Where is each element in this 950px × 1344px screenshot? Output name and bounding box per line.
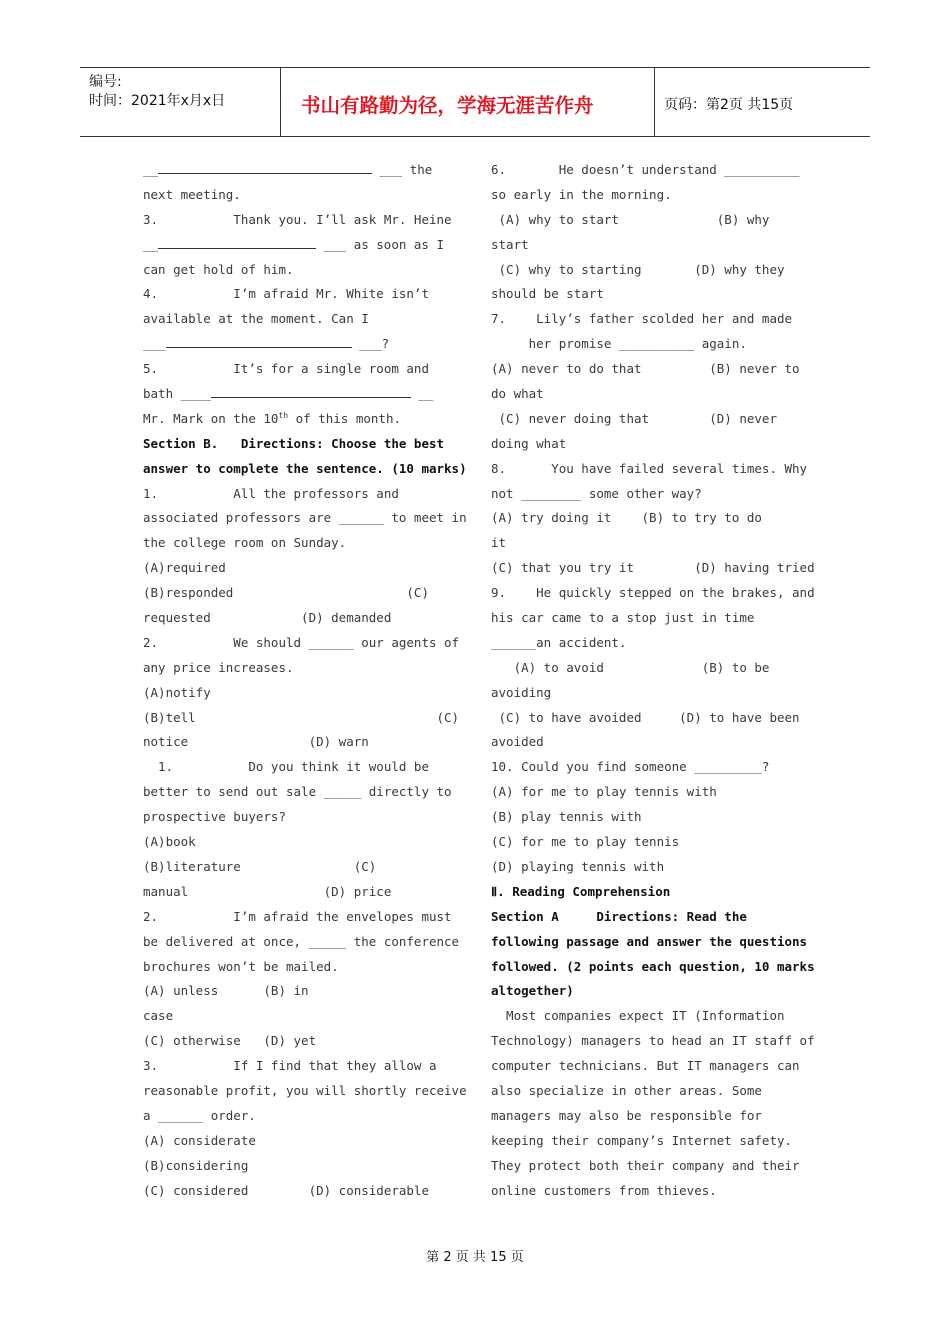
text-line [491, 805, 806, 830]
text-line [143, 880, 458, 905]
line-text: 9. He quickly stepped on the brakes, and [491, 585, 815, 601]
text-line [491, 1079, 806, 1104]
text-line [491, 506, 806, 531]
page-number-label: 页码：第2页 共15页 [664, 97, 794, 113]
header-motto: 书山有路勤为径，学海无涯苦作舟 [301, 94, 594, 117]
line-text: Most companies expect IT (Information [491, 1008, 785, 1024]
line-text: a ______ order. [143, 1107, 256, 1123]
text-line [491, 1054, 806, 1079]
line-text: requested (D) demanded [143, 610, 392, 626]
text-line [143, 681, 458, 706]
text-line [491, 930, 806, 955]
line-text: (C) for me to play tennis [491, 834, 680, 850]
text-line [491, 158, 806, 183]
line-text: managers may also be responsible for [491, 1107, 762, 1123]
text-line [143, 1054, 458, 1079]
text-line [491, 332, 806, 357]
text-line [491, 755, 806, 780]
line-text: Technology) managers to head an IT staff of [491, 1033, 815, 1049]
line-text-prefix: __ [143, 236, 159, 252]
text-line [143, 1154, 458, 1179]
text-line [491, 855, 806, 880]
line-text: it [491, 535, 507, 551]
text-line [491, 432, 806, 457]
line-text-prefix: bath ____ [143, 386, 211, 402]
line-text: followed. (2 points each question, 10 marks [491, 958, 815, 974]
text-line [143, 955, 458, 980]
text-line [143, 830, 458, 855]
line-text: so early in the morning. [491, 186, 672, 202]
line-text: Section B. Directions: Choose the best [143, 435, 445, 451]
header-meta [80, 68, 281, 136]
text-line [491, 482, 806, 507]
text-line [491, 457, 806, 482]
text-line [143, 307, 458, 332]
text-line [143, 282, 458, 307]
text-line [143, 233, 458, 258]
text-line [143, 158, 458, 183]
line-text: 2. We should ______ our agents of [143, 634, 460, 650]
line-text: (C) why to starting (D) why they [491, 261, 785, 277]
text-line [143, 457, 467, 482]
text-line [491, 880, 806, 905]
text-line [491, 730, 806, 755]
text-line [143, 631, 458, 656]
text-line [491, 1104, 806, 1129]
text-line [143, 1079, 467, 1104]
line-text: 1. All the professors and [143, 485, 399, 501]
line-text: can get hold of him. [143, 261, 294, 277]
text-line [491, 1029, 815, 1054]
text-line [143, 656, 458, 681]
line-text: keeping their company’s Internet safety. [491, 1132, 793, 1148]
left-column [143, 158, 467, 1203]
text-line [143, 1179, 458, 1204]
line-text: (B)responded (C) [143, 585, 429, 601]
text-line [143, 432, 458, 457]
line-text: better to send out sale _____ directly to [143, 784, 452, 800]
line-text: the college room on Sunday. [143, 535, 347, 551]
text-line [143, 730, 458, 755]
line-text: following passage and answer the questions [491, 933, 808, 949]
text-line [143, 780, 458, 805]
line-text: should be start [491, 286, 604, 302]
line-text: (B)considering [143, 1157, 249, 1173]
text-line [491, 706, 806, 731]
line-text: They protect both their company and their [491, 1157, 800, 1173]
text-line [491, 183, 806, 208]
line-text: computer technicians. But IT managers can [491, 1058, 800, 1074]
text-line [143, 332, 458, 357]
text-line [491, 606, 806, 631]
line-text: 2. I’m afraid the envelopes must [143, 908, 452, 924]
line-text: 3. Thank you. I’ll ask Mr. Heine [143, 211, 452, 227]
line-text: (C) otherwise (D) yet [143, 1033, 317, 1049]
text-line [491, 955, 815, 980]
text-line [143, 183, 458, 208]
line-text: (B) play tennis with [491, 809, 642, 825]
line-text: Section A Directions: Read the [491, 908, 747, 924]
line-text-suffix: ___ the [372, 162, 433, 177]
text-line [491, 556, 815, 581]
superscript: th [278, 410, 289, 420]
line-text: case [143, 1008, 174, 1024]
line-text: brochures won’t be mailed. [143, 958, 339, 974]
line-text: answer to complete the sentence. (10 marks) [143, 460, 467, 476]
line-text: be delivered at once, _____ the conference [143, 933, 460, 949]
line-text-suffix: ___? [351, 336, 390, 352]
line-text: any price increases. [143, 659, 294, 675]
text-line [143, 979, 458, 1004]
text-line [491, 307, 806, 332]
line-text: (A) considerate [143, 1132, 256, 1148]
line-text: (A) unless (B) in [143, 983, 309, 999]
text-line [143, 606, 458, 631]
text-line [491, 1154, 806, 1179]
text-line [491, 357, 806, 382]
time-label: 时间：2021年x月x日 [89, 93, 226, 109]
text-line [143, 531, 458, 556]
text-line [491, 780, 806, 805]
line-text: Ⅱ. Reading Comprehension [491, 883, 671, 899]
line-text: (B)tell (C) [143, 709, 460, 725]
text-line [491, 233, 806, 258]
line-text: prospective buyers? [143, 809, 286, 825]
text-line [143, 357, 458, 382]
line-text: notice (D) warn [143, 734, 369, 750]
text-line [143, 706, 458, 731]
line-text: ______an accident. [491, 634, 627, 650]
text-line [143, 905, 458, 930]
line-text: avoiding [491, 684, 552, 700]
text-line [143, 208, 458, 233]
line-text: (C) to have avoided (D) to have been [491, 709, 800, 725]
line-text: not ________ some other way? [491, 485, 702, 501]
text-line [491, 531, 806, 556]
text-line [491, 1129, 806, 1154]
line-text: (A)book [143, 834, 196, 850]
line-text: altogether) [491, 983, 574, 999]
line-text: 6. He doesn’t understand __________ [491, 162, 800, 177]
line-text: doing what [491, 435, 567, 451]
line-text: associated professors are ______ to meet in [143, 510, 467, 526]
line-text: next meeting. [143, 186, 241, 202]
text-line [143, 482, 458, 507]
line-text: available at the moment. Can I [143, 311, 369, 327]
line-text: (C) that you try it (D) having tried [491, 560, 815, 576]
line-text: (C) never doing that (D) never [491, 410, 777, 426]
line-text: (A) try doing it (B) to try to do [491, 510, 762, 526]
line-text-suffix: ___ as soon as I [316, 236, 444, 252]
text-line [143, 805, 458, 830]
text-line [143, 1129, 458, 1154]
text-line [143, 556, 458, 581]
text-line [491, 382, 806, 407]
line-text: Mr. Mark on the 10 [143, 410, 279, 426]
line-text: (A)required [143, 560, 226, 576]
line-text: avoided [491, 734, 544, 750]
line-text: 4. I’m afraid Mr. White isn’t [143, 286, 429, 302]
line-text: do what [491, 386, 544, 402]
page-footer: 第 2 页 共 15 页 [426, 1250, 524, 1265]
text-line [491, 282, 806, 307]
text-line [143, 755, 458, 780]
text-line [491, 681, 806, 706]
right-column [491, 158, 815, 1203]
text-line [143, 855, 458, 880]
text-line [491, 1004, 806, 1029]
line-text-prefix: __ [143, 162, 159, 177]
text-line [143, 407, 458, 432]
line-text: 5. It’s for a single room and [143, 361, 429, 377]
text-line [491, 581, 815, 606]
answer-blank [166, 333, 352, 348]
line-text: start [491, 236, 529, 252]
line-text: 7. Lily’s father scolded her and made [491, 311, 793, 327]
line-text: (A) to avoid (B) to be [491, 659, 770, 675]
line-text: (A)notify [143, 684, 211, 700]
text-line [143, 930, 458, 955]
line-text: her promise __________ again. [491, 336, 747, 352]
answer-blank [158, 234, 316, 249]
line-text: (A) for me to play tennis with [491, 784, 717, 800]
text-line [491, 631, 806, 656]
text-line [491, 407, 806, 432]
page-header [80, 67, 870, 137]
text-line [491, 979, 806, 1004]
text-line [143, 1004, 458, 1029]
text-line [143, 1029, 458, 1054]
line-text: his car came to a stop just in time [491, 610, 755, 626]
header-motto-cell [281, 68, 655, 136]
text-line [491, 208, 806, 233]
answer-blank [158, 159, 372, 174]
text-line [491, 830, 806, 855]
line-text: (B)literature (C) [143, 858, 377, 874]
text-line [143, 382, 458, 407]
line-text: 10. Could you find someone _________? [491, 759, 770, 775]
number-label: 编号: [89, 74, 122, 90]
line-text: 3. If I find that they allow a [143, 1058, 437, 1074]
line-text: also specialize in other areas. Some [491, 1082, 762, 1098]
line-text: (C) considered (D) considerable [143, 1182, 429, 1198]
answer-blank [211, 383, 411, 398]
line-text: manual (D) price [143, 883, 392, 899]
text-line [491, 656, 806, 681]
text-line [491, 258, 806, 283]
line-text: (D) playing tennis with [491, 858, 665, 874]
line-text-prefix: ___ [143, 336, 166, 352]
line-text: (A) why to start (B) why [491, 211, 770, 227]
text-line [143, 581, 458, 606]
line-text-suffix: __ [410, 386, 434, 402]
line-text: 1. Do you think it would be [143, 759, 429, 775]
text-line [143, 258, 458, 283]
line-text: online customers from thieves. [491, 1182, 717, 1198]
text-line [491, 1179, 806, 1204]
text-line [143, 1104, 458, 1129]
line-text: reasonable profit, you will shortly receive [143, 1082, 467, 1098]
line-text: (A) never to do that (B) never to [491, 361, 800, 377]
text-line [143, 506, 467, 531]
text-line [491, 905, 806, 930]
line-text-after: of this month. [288, 410, 401, 426]
line-text: 8. You have failed several times. Why [491, 460, 808, 476]
